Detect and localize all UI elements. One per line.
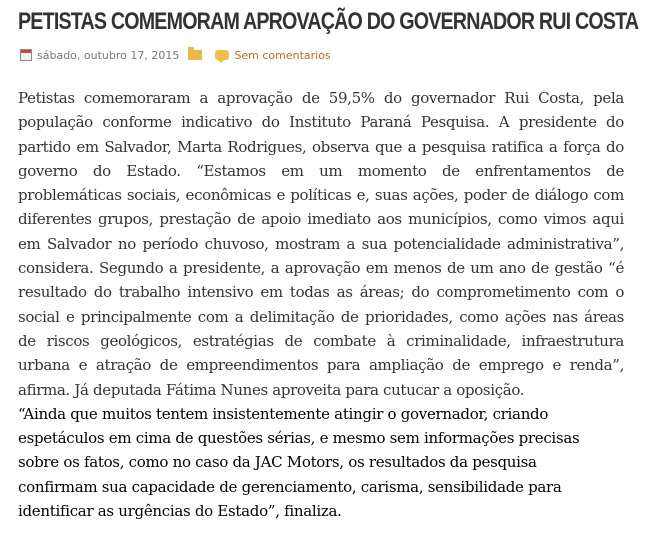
comments-link[interactable]: Sem comentarios <box>234 48 331 62</box>
post-date: sábado, outubro 17, 2015 <box>37 48 180 62</box>
post-body <box>18 86 624 523</box>
folder-icon[interactable] <box>188 50 202 60</box>
post-paragraph-1: Petistas comemoraram a aprovação de 59,5% do governador Rui Costa, pela população conforme indicativo do Instituto Paraná Pesquisa. A presidente do partido em Salvador, Marta Rodrigues, observa que a pesquisa ratifica a força do governo do Estado. “Estamos em um momento de enfrentamentos de problemáticas sociais, econômicas e políticas e, suas ações, poder de diálogo com diferentes grupos, prestação de apoio imediato aos municípios, como vimos aqui em Salvador no período chuvoso, mostram a sua potencialidade administrativa”, considera. Segundo a presidente, a aprovação em menos de um ano de gestão “é resultado do trabalho intensivo em todas as áreas; do comprometimento com o social e principalmente com a delimitação de prioridades, como ações nas áreas de riscos geológicos, estratégias de combate à criminalidade, infraestrutura urbana e atração de empreendimentos para ampliação de emprego e renda”, afirma. Já deputada Fátima Nunes aproveita para cutucar a oposição. <box>18 89 624 399</box>
post-title[interactable]: PETISTAS COMEMORAM APROVAÇÃO DO GOVERNADOR RUI COSTA <box>18 8 639 35</box>
calendar-icon <box>20 49 32 61</box>
comment-icon[interactable] <box>215 50 229 60</box>
post-meta <box>20 46 331 64</box>
post-paragraph-2: “Ainda que muitos tentem insistentemente atingir o governador, criando espetáculos em cima de questões sérias, e mesmo sem informações precisas sobre os fatos, como no caso da JAC Motors, os resultados da pesquisa confirmam sua capacidade de gerenciamento, carisma, sensibilidade para identificar as urgências do Estado”, finaliza. <box>18 404 580 521</box>
